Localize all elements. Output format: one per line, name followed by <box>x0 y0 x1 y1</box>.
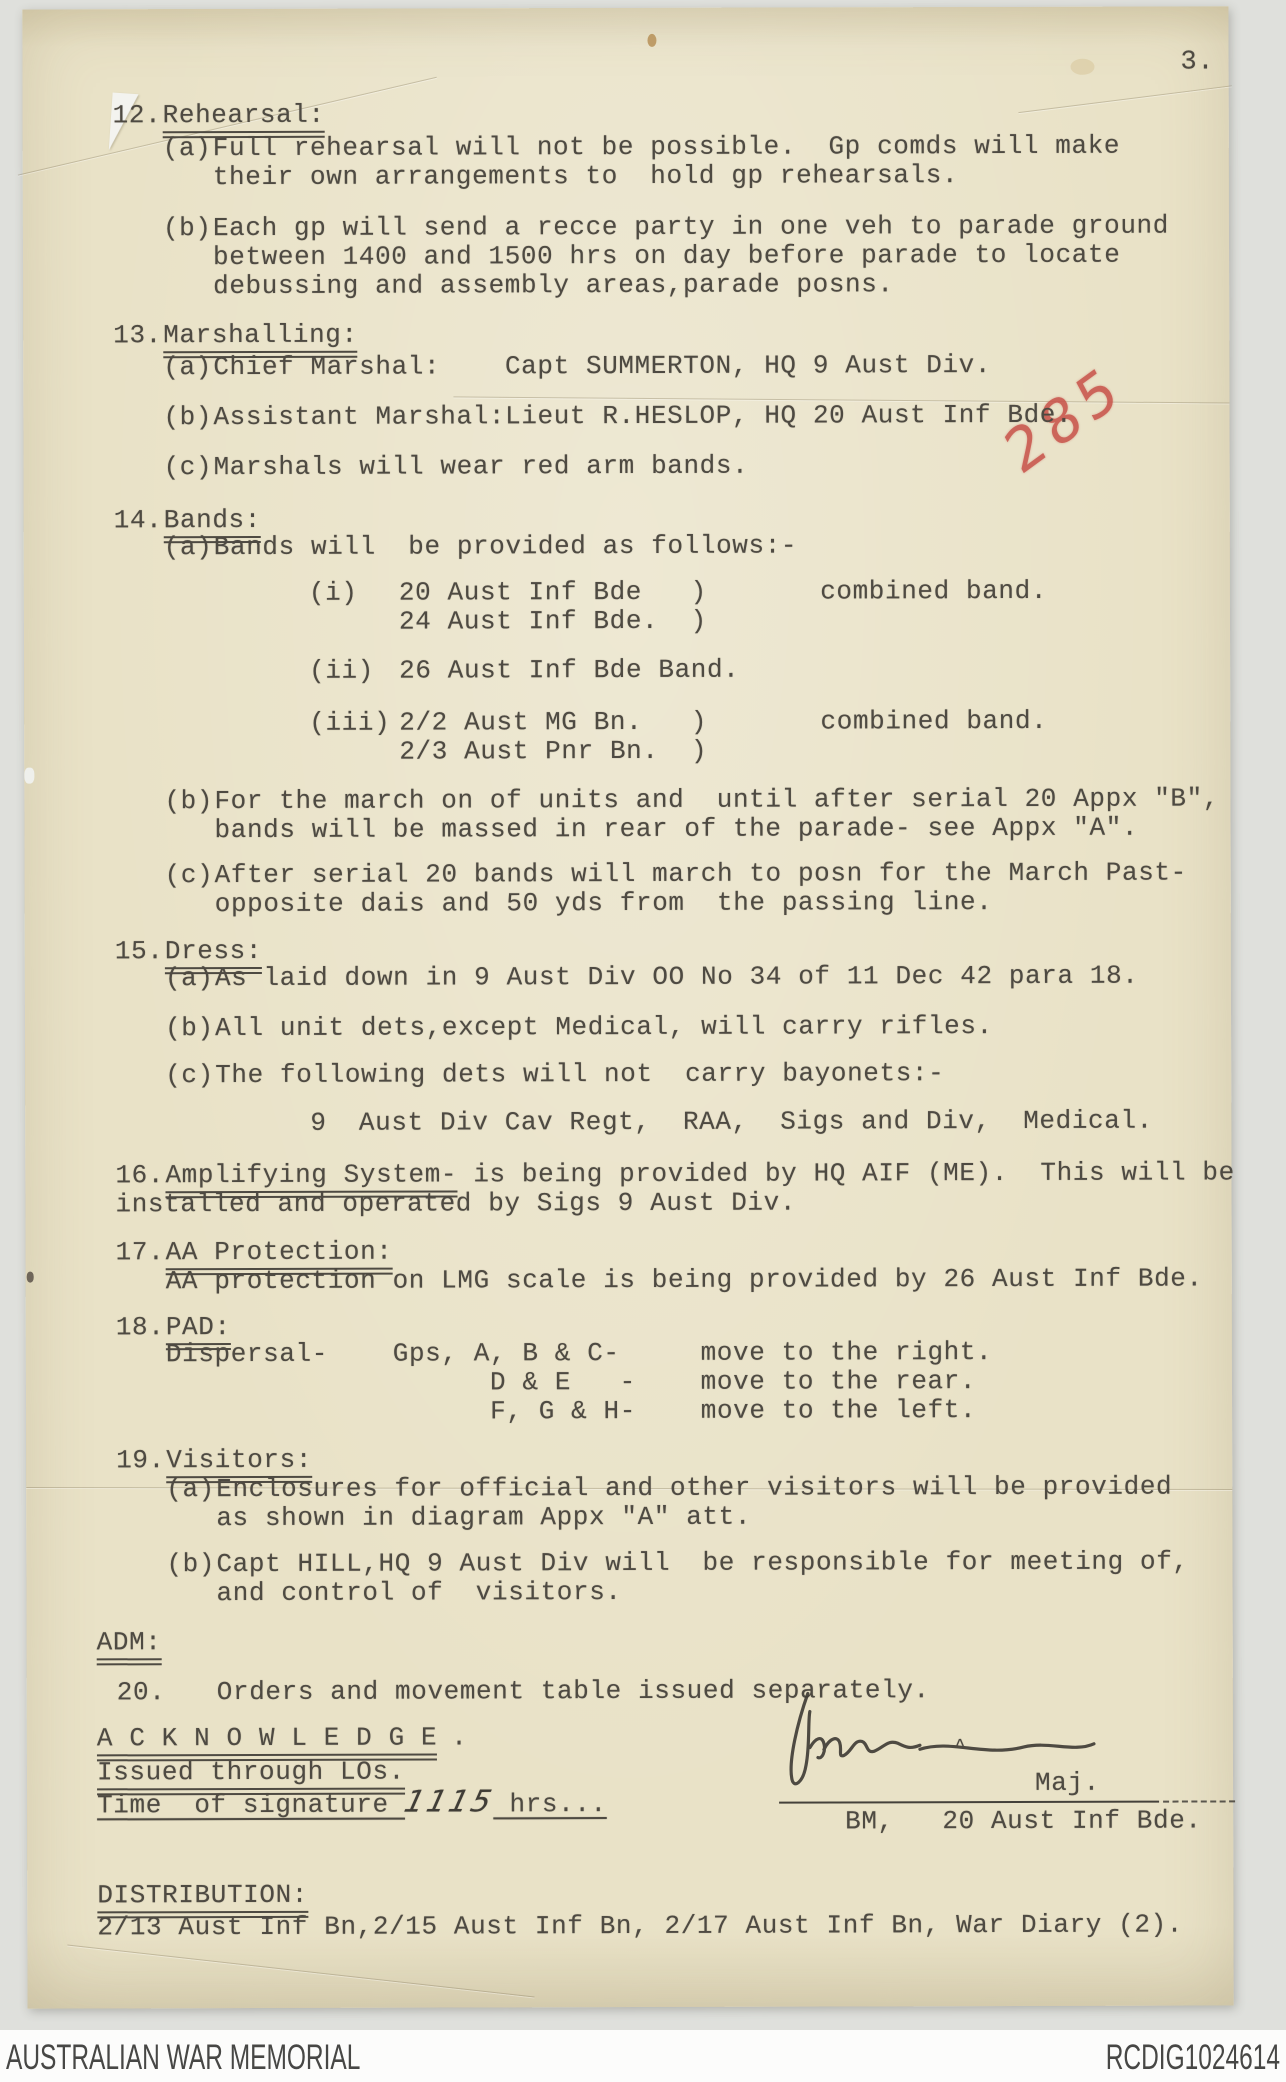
typed-line: Dispersal- Gps, A, B & C- move to the right. <box>165 1337 993 1370</box>
adm-heading: ADM: <box>97 1628 162 1657</box>
typed-line: as shown in diagram Appx "A" att. <box>216 1501 752 1534</box>
page-number: 3. <box>1180 47 1215 78</box>
typed-line: AA protection on LMG scale is being provided by 26 Aust Inf Bde. <box>165 1263 1203 1297</box>
typed-line: 20. Orders and movement table issued separately. <box>116 1675 930 1708</box>
archive-footer-bar <box>0 2030 1286 2082</box>
acknowledge-heading: A C K N O W L E D G E . <box>97 1723 468 1753</box>
typed-line: (b)All unit dets,except Medical, will carry rifles. <box>165 1011 993 1044</box>
typed-line: 24 Aust Inf Bde. ) <box>398 605 707 637</box>
typed-line: F, G & H- move to the left. <box>166 1395 977 1428</box>
typed-line: between 1400 and 1500 hrs on day before parade to locate <box>212 239 1121 273</box>
typed-caret: ^ <box>953 1736 967 1760</box>
typed-line: (a)Full rehearsal will not be possible. Gp comds will make <box>162 130 1121 164</box>
typed-line: (c)After serial 20 bands will march to posn for the March Past- <box>164 857 1187 891</box>
section-17-heading: 17.AA Protection: <box>116 1238 393 1268</box>
typed-line: (c)The following dets will not carry bayonets:- <box>165 1058 945 1091</box>
typed-line: 9 Aust Div Cav Regt, RAA, Sigs and Div, Medical. <box>310 1105 1153 1138</box>
typed-line: (ii) 26 Aust Inf Bde Band. <box>309 654 740 686</box>
typed-line: (b)Capt HILL,HQ 9 Aust Div will be responsible for meeting of, <box>166 1546 1189 1580</box>
typed-line: 2/3 Aust Pnr Bn. ) <box>399 735 708 767</box>
section-14-heading: 14.Bands: <box>114 506 261 535</box>
typed-content <box>22 6 1233 2008</box>
section-15-heading: 15.Dress: <box>115 937 262 966</box>
typed-line: opposite dais and 50 yds from the passing line. <box>214 887 993 920</box>
footer-record-id: RCDIG1024614 <box>1105 2038 1280 2077</box>
typed-line: (a)Chief Marshal: Capt SUMMERTON, HQ 9 Aust Div. <box>163 350 992 383</box>
typed-line: 2/13 Aust Inf Bn,2/15 Aust Inf Bn, 2/17 Aust Inf Bn, War Diary (2). <box>97 1909 1184 1943</box>
typed-line: installed and operated by Sigs 9 Aust Div. <box>115 1187 797 1220</box>
typed-line: Issued through LOs. <box>97 1758 405 1788</box>
typed-line: bands will be massed in rear of the parade- see Appx "A". <box>214 812 1139 846</box>
typed-line: (a)Enclosures for official and other visitors will be provided <box>166 1471 1173 1505</box>
typed-line: (c)Marshals will wear red arm bands. <box>163 450 749 483</box>
section-16-heading: 16.Amplifying System- is being provided by HQ AIF (ME). This will be <box>115 1158 1234 1190</box>
footer-archive-name: AUSTRALIAN WAR MEMORIAL <box>6 2038 361 2077</box>
typed-line: their own arrangements to hold gp rehearsals. <box>212 160 959 193</box>
red-page-annotation: 285 <box>994 349 1134 489</box>
section-18-heading: 18.PAD: <box>116 1313 231 1342</box>
typed-line: (b)Assistant Marshal:Lieut R.HESLOP, HQ 20 Aust Inf Bde. <box>163 399 1073 433</box>
signature-rule-dashed <box>1163 1800 1235 1802</box>
signature-rule <box>779 1801 1159 1804</box>
document-page <box>22 6 1233 2008</box>
typed-line: debussing and assembly areas,parade posns. <box>213 269 894 302</box>
typed-line: (b)For the march on of units and until after serial 20 Appx "B", <box>164 783 1220 817</box>
typed-line: (a)Bands will be provided as follows:- <box>163 530 798 563</box>
section-13-heading: 13.Marshalling: <box>113 321 358 351</box>
time-of-signature-line: Time of signature 1115 hrs... <box>97 1784 607 1821</box>
typed-line: (iii) 2/2 Aust MG Bn. ) combined band. <box>309 705 1048 738</box>
typed-line: (i) 20 Aust Inf Bde ) combined band. <box>308 575 1048 608</box>
typed-line: and control of visitors. <box>216 1577 622 1609</box>
signature-rank: Maj. <box>1034 1767 1100 1798</box>
handwritten-time: 1115 <box>400 1784 498 1820</box>
typed-line: D & E - move to the rear. <box>165 1366 977 1399</box>
typed-line: (b)Each gp will send a recce party in one veh to parade ground <box>162 210 1169 244</box>
signature-unit: BM, 20 Aust Inf Bde. <box>845 1805 1202 1837</box>
section-12-heading: 12.Rehearsal: <box>113 101 325 131</box>
section-19-heading: 19.Visitors: <box>116 1446 312 1476</box>
typed-line: (a)As laid down in 9 Aust Div OO No 34 of 11 Dec 42 para 18. <box>164 960 1139 994</box>
distribution-heading: DISTRIBUTION: <box>97 1881 308 1911</box>
